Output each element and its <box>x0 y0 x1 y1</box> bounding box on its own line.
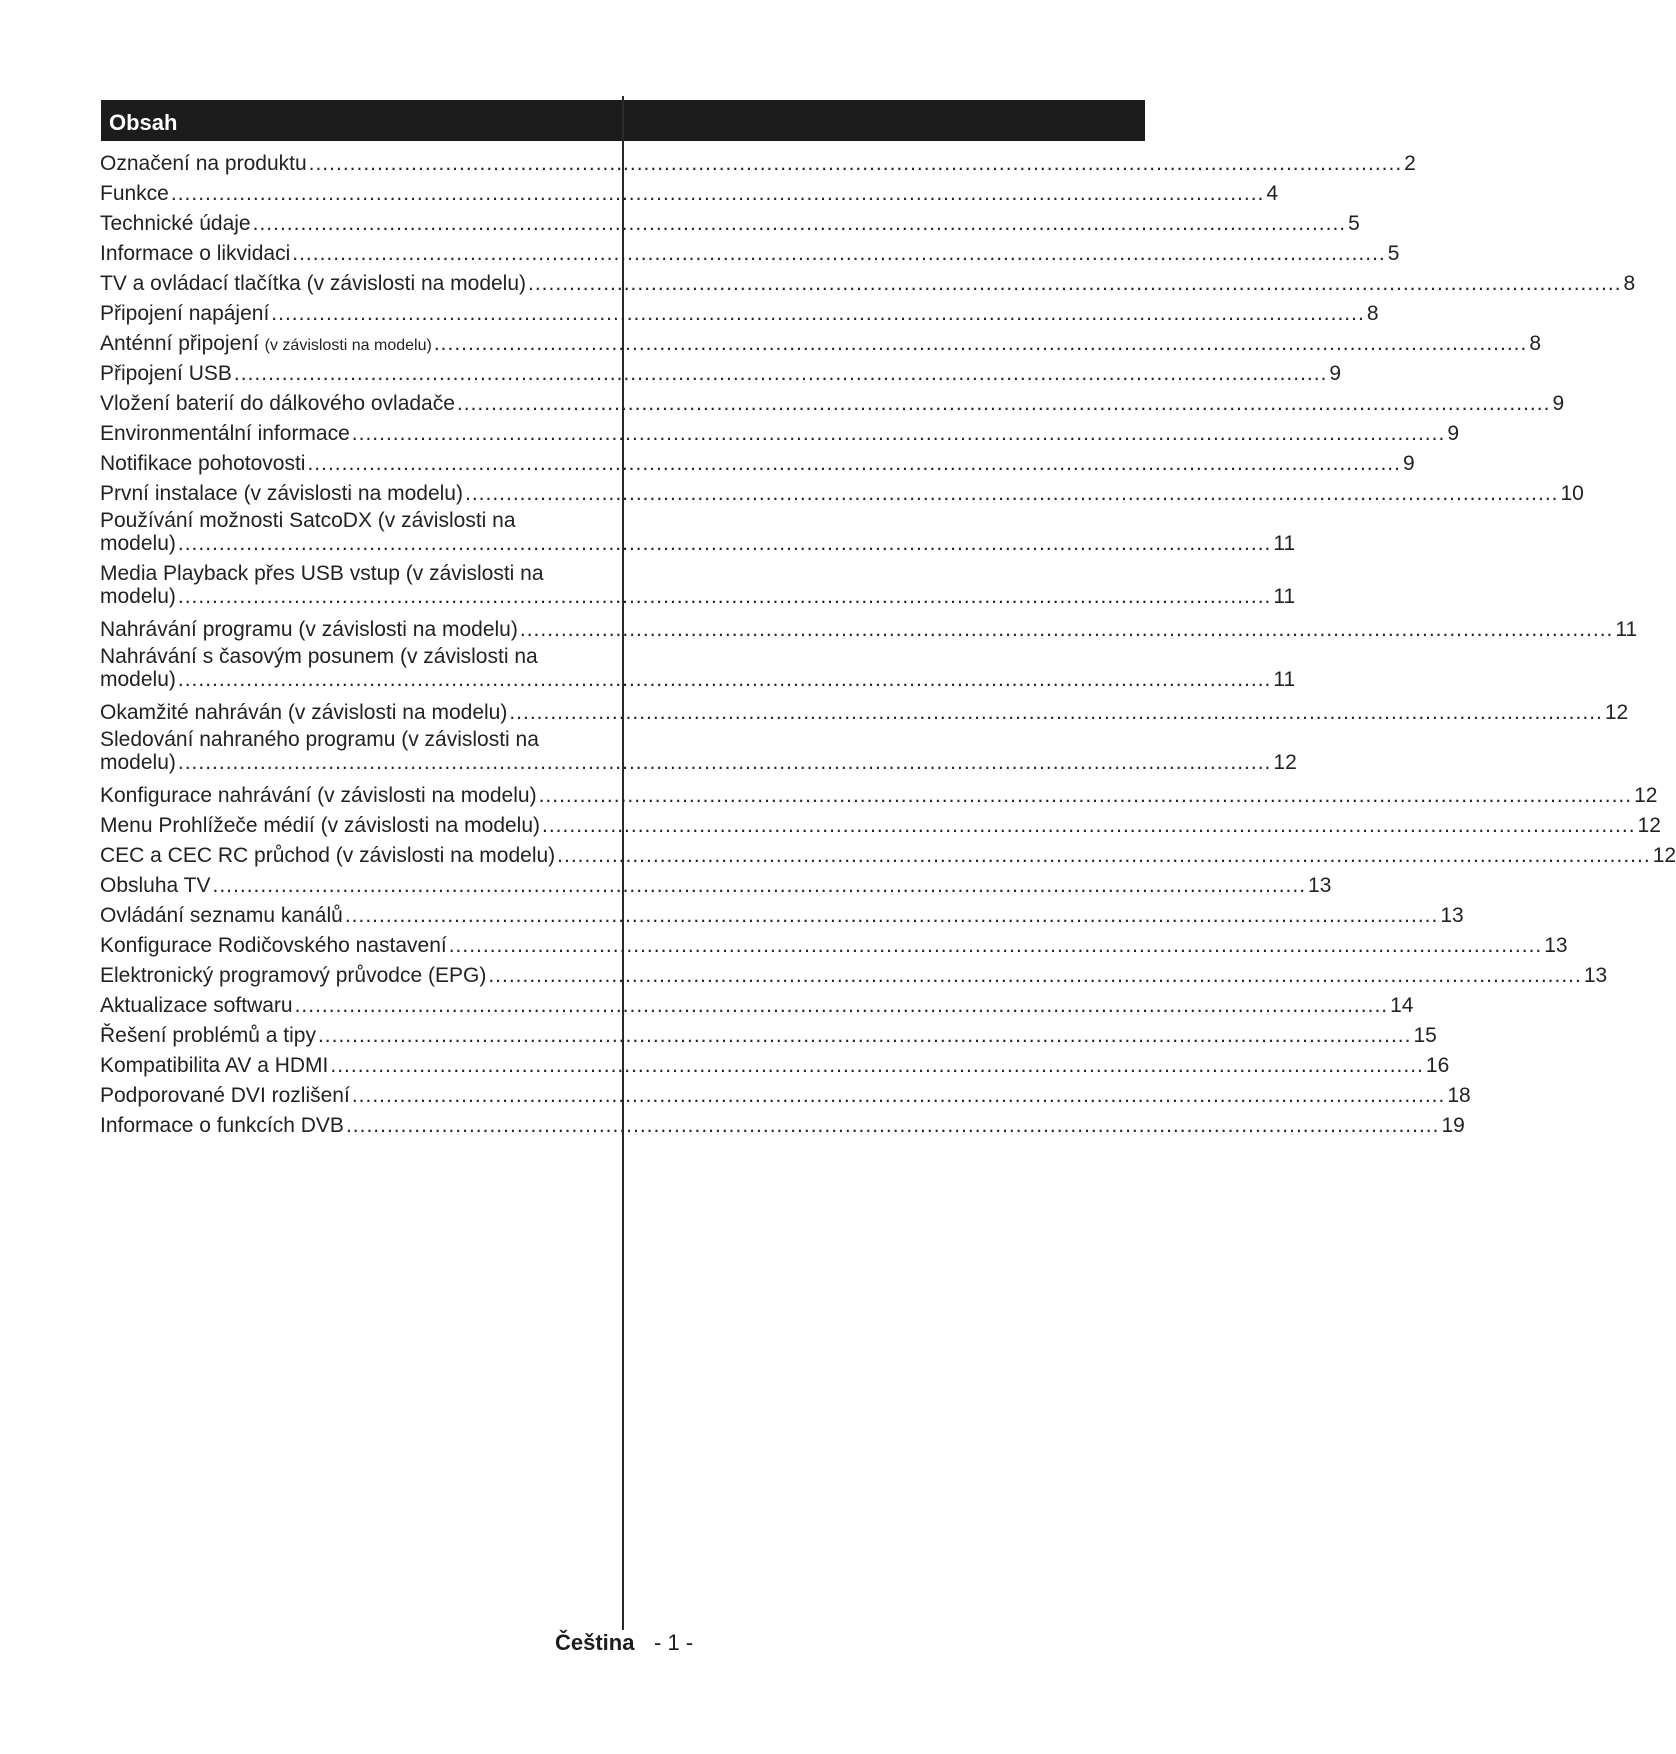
toc-entry-title <box>100 389 455 419</box>
toc-entry[interactable] <box>100 1051 1450 1081</box>
toc-entry[interactable] <box>100 1021 1437 1051</box>
table-of-contents <box>100 149 1676 1141</box>
toc-dot-leader: ................................................................................................................................................................ <box>433 332 1528 355</box>
toc-entry-title-text: Označení na produktu <box>100 152 307 175</box>
toc-entry[interactable] <box>100 645 1296 698</box>
toc-dot-leader: ................................................................................................................................................................ <box>317 1024 1412 1047</box>
toc-dot-leader: ................................................................................................................................................................ <box>557 844 1651 867</box>
toc-entry-page: 13 <box>1440 904 1464 927</box>
toc-entry-title-text: modelu) <box>100 585 176 608</box>
toc-entry-title <box>100 901 343 931</box>
toc-dot-leader: ................................................................................................................................................................ <box>509 701 1603 724</box>
toc-entry[interactable] <box>100 961 1608 991</box>
toc-entry-page: 12 <box>1273 751 1297 774</box>
toc-entry-title <box>100 359 232 389</box>
toc-entry[interactable] <box>100 359 1342 389</box>
footer-page-number: - 1 - <box>654 1630 694 1655</box>
toc-entry-title <box>100 209 251 239</box>
toc-dot-leader: ................................................................................................................................................................ <box>292 242 1386 265</box>
toc-entry-page: 18 <box>1447 1084 1471 1107</box>
toc-dot-leader: ................................................................................................................................................................ <box>345 1114 1440 1137</box>
toc-entry-title-text: Okamžité nahráván (v závislosti na modelu) <box>100 701 508 724</box>
toc-dot-leader: ................................................................................................................................................................ <box>308 152 1403 175</box>
toc-entry-title-text: Technické údaje <box>100 212 251 235</box>
toc-dot-leader: ................................................................................................................................................................ <box>488 964 1582 987</box>
toc-entry-title <box>100 269 526 299</box>
toc-entry-title <box>100 751 176 775</box>
toc-entry-title <box>100 299 269 329</box>
toc-entry-title <box>100 449 305 479</box>
toc-dot-leader: ................................................................................................................................................................ <box>542 814 1636 837</box>
toc-dot-leader: ................................................................................................................................................................ <box>456 392 1551 415</box>
toc-entry-page: 11 <box>1273 668 1296 691</box>
toc-entry-title-text: Notifikace pohotovosti <box>100 452 306 475</box>
toc-entry-title-text: Podporované DVI rozlišení <box>100 1084 350 1107</box>
toc-entry-page: 11 <box>1615 618 1638 641</box>
toc-entry[interactable] <box>100 1111 1465 1141</box>
toc-entry-page: 5 <box>1348 212 1360 235</box>
toc-entry-title <box>100 1111 344 1141</box>
toc-entry-page: 2 <box>1404 152 1416 175</box>
toc-entry-title <box>100 179 169 209</box>
toc-dot-leader: ................................................................................................................................................................ <box>170 182 1265 205</box>
toc-entry-title <box>100 991 293 1021</box>
toc-dot-leader: ................................................................................................................................................................ <box>351 1084 1446 1107</box>
toc-entry[interactable] <box>100 615 1638 645</box>
toc-entry-title-text: Anténní připojení <box>100 332 259 355</box>
toc-entry-title-text: Kompatibilita AV a HDMI <box>100 1054 329 1077</box>
toc-entry-title-line1: Používání možnosti SatcoDX (v závislosti na <box>100 509 516 532</box>
toc-entry-page: 5 <box>1387 242 1400 265</box>
toc-entry-title-text: Vložení baterií do dálkového ovladače <box>100 392 455 415</box>
toc-entry-title <box>100 615 518 645</box>
toc-entry[interactable] <box>100 698 1629 728</box>
toc-entry-page: 12 <box>1637 814 1661 837</box>
toc-entry-page: 14 <box>1390 994 1414 1017</box>
toc-entry-title-text: Aktualizace softwaru <box>100 994 293 1017</box>
toc-entry[interactable] <box>100 901 1464 931</box>
toc-entry-page: 8 <box>1529 332 1542 355</box>
toc-entry[interactable] <box>100 449 1415 479</box>
toc-entry-title <box>100 871 211 901</box>
toc-entry-title-text: Environmentální informace <box>100 422 350 445</box>
toc-entry[interactable] <box>100 562 1296 615</box>
toc-entry-title-text: Řešení problémů a tipy <box>100 1024 316 1047</box>
toc-entry-title-text: Konfigurace nahrávání (v závislosti na modelu) <box>100 784 537 807</box>
toc-entry-title <box>100 532 176 556</box>
toc-entry-title-text: Menu Prohlížeče médií (v závislosti na modelu) <box>100 814 541 837</box>
toc-dot-leader: ................................................................................................................................................................ <box>528 272 1622 295</box>
toc-dot-leader: ................................................................................................................................................................ <box>344 904 1439 927</box>
toc-dot-leader: ................................................................................................................................................................ <box>330 1054 1424 1077</box>
toc-entry[interactable] <box>100 931 1568 961</box>
toc-entry-page: 12 <box>1604 701 1629 724</box>
toc-entry[interactable] <box>100 991 1414 1021</box>
toc-entry-title <box>100 1081 350 1111</box>
toc-entry-page: 8 <box>1623 272 1636 295</box>
toc-entry[interactable] <box>100 728 1297 781</box>
toc-entry-page: 9 <box>1447 422 1459 445</box>
toc-dot-leader: ................................................................................................................................................................ <box>177 532 1272 555</box>
toc-entry-title <box>100 1021 316 1051</box>
toc-dot-leader: ................................................................................................................................................................ <box>351 422 1446 445</box>
toc-entry[interactable] <box>100 781 1658 811</box>
toc-entry[interactable] <box>100 149 1416 179</box>
toc-entry-page: 12 <box>1652 844 1676 867</box>
toc-entry-title <box>100 239 290 269</box>
toc-entry[interactable] <box>100 239 1400 269</box>
toc-entry-page: 9 <box>1552 392 1565 415</box>
toc-dot-leader: ................................................................................................................................................................ <box>307 452 1401 475</box>
toc-entry-title <box>100 419 350 449</box>
toc-dot-leader: ................................................................................................................................................................ <box>177 585 1272 608</box>
toc-dot-leader: ................................................................................................................................................................ <box>252 212 1347 235</box>
toc-entry-page: 4 <box>1266 182 1279 205</box>
toc-entry-title <box>100 668 176 692</box>
toc-dot-leader: ................................................................................................................................................................ <box>519 618 1614 641</box>
toc-entry-page: 13 <box>1308 874 1332 897</box>
toc-entry[interactable] <box>100 329 1542 359</box>
toc-entry-title <box>100 781 537 811</box>
toc-entry-page: 10 <box>1560 482 1584 505</box>
toc-entry[interactable] <box>100 509 1296 562</box>
toc-entry-title-text: modelu) <box>100 532 176 555</box>
toc-entry-title <box>100 585 176 609</box>
toc-entry-page: 11 <box>1273 585 1296 608</box>
toc-dot-leader: ................................................................................................................................................................ <box>464 482 1559 505</box>
toc-entry-title <box>100 841 555 871</box>
toc-entry-title-line1: Sledování nahraného programu (v závislosti na <box>100 728 539 751</box>
toc-entry-page: 12 <box>1634 784 1658 807</box>
toc-entry-title-text: TV a ovládací tlačítka (v závislosti na modelu) <box>100 272 527 295</box>
toc-dot-leader: ................................................................................................................................................................ <box>538 784 1633 807</box>
toc-dot-leader: ................................................................................................................................................................ <box>177 751 1272 774</box>
toc-entry-page: 13 <box>1544 934 1568 957</box>
toc-entry-title <box>100 961 486 991</box>
toc-entry-title-text: Připojení USB <box>100 362 232 385</box>
toc-entry-title-text: První instalace (v závislosti na modelu) <box>100 482 463 505</box>
toc-entry-title-text: Konfigurace Rodičovského nastavení <box>100 934 447 957</box>
toc-entry-title <box>100 698 507 728</box>
toc-dot-leader: ................................................................................................................................................................ <box>448 934 1543 957</box>
toc-entry-title <box>100 149 307 179</box>
toc-entry-page: 19 <box>1441 1114 1465 1137</box>
toc-dot-leader: ................................................................................................................................................................ <box>294 994 1389 1017</box>
toc-entry-title-text: CEC a CEC RC průchod (v závislosti na modelu) <box>100 844 556 867</box>
toc-entry[interactable] <box>100 209 1360 239</box>
toc-dot-leader: ................................................................................................................................................................ <box>177 668 1272 691</box>
toc-entry-title-line1: Media Playback přes USB vstup (v závislosti na <box>100 562 544 585</box>
toc-entry-title-text: Informace o likvidaci <box>100 242 291 265</box>
toc-entry-title-text: Elektronický programový průvodce (EPG) <box>100 964 487 987</box>
section-title: Obsah <box>109 110 178 135</box>
toc-entry-title <box>100 811 540 841</box>
toc-entry-page: 8 <box>1366 302 1379 325</box>
toc-entry-page: 15 <box>1413 1024 1437 1047</box>
toc-entry[interactable] <box>100 419 1459 449</box>
toc-entry-page: 13 <box>1583 964 1608 987</box>
toc-entry-title-text: modelu) <box>100 668 176 691</box>
toc-dot-leader: ................................................................................................................................................................ <box>212 874 1307 897</box>
toc-entry-page: 9 <box>1402 452 1415 475</box>
toc-entry-title-line1: Nahrávání s časovým posunem (v závislosti na <box>100 645 538 668</box>
toc-entry[interactable] <box>100 179 1279 209</box>
toc-entry[interactable] <box>100 841 1676 871</box>
toc-entry[interactable] <box>100 389 1565 419</box>
toc-entry-title-text: Funkce <box>100 182 169 205</box>
toc-dot-leader: ................................................................................................................................................................ <box>233 362 1328 385</box>
toc-entry-title-text: Informace o funkcích DVB <box>100 1114 344 1137</box>
toc-entry-note: (v závislosti na modelu) <box>264 337 432 354</box>
toc-entry-title-text: Připojení napájení <box>100 302 270 325</box>
toc-entry-page: 11 <box>1273 532 1296 555</box>
toc-entry[interactable] <box>100 269 1636 299</box>
toc-dot-leader: ................................................................................................................................................................ <box>271 302 1365 325</box>
toc-entry-page: 9 <box>1329 362 1342 385</box>
toc-entry[interactable] <box>100 299 1379 329</box>
toc-entry-title <box>100 931 447 961</box>
toc-entry-title <box>100 479 463 509</box>
toc-entry-title-text: Nahrávání programu (v závislosti na modelu) <box>100 618 518 641</box>
toc-entry[interactable] <box>100 1081 1471 1111</box>
toc-entry-title-text: Ovládání seznamu kanálů <box>100 904 343 927</box>
footer-language: Čeština <box>555 1630 635 1655</box>
toc-entry-title-text: modelu) <box>100 751 176 774</box>
toc-entry[interactable] <box>100 871 1332 901</box>
toc-entry-title-text: Obsluha TV <box>100 874 211 897</box>
toc-entry[interactable] <box>100 811 1661 841</box>
toc-entry[interactable] <box>100 479 1584 509</box>
toc-entry-title <box>100 329 432 361</box>
toc-entry-page: 16 <box>1425 1054 1450 1077</box>
toc-entry-title <box>100 1051 328 1081</box>
